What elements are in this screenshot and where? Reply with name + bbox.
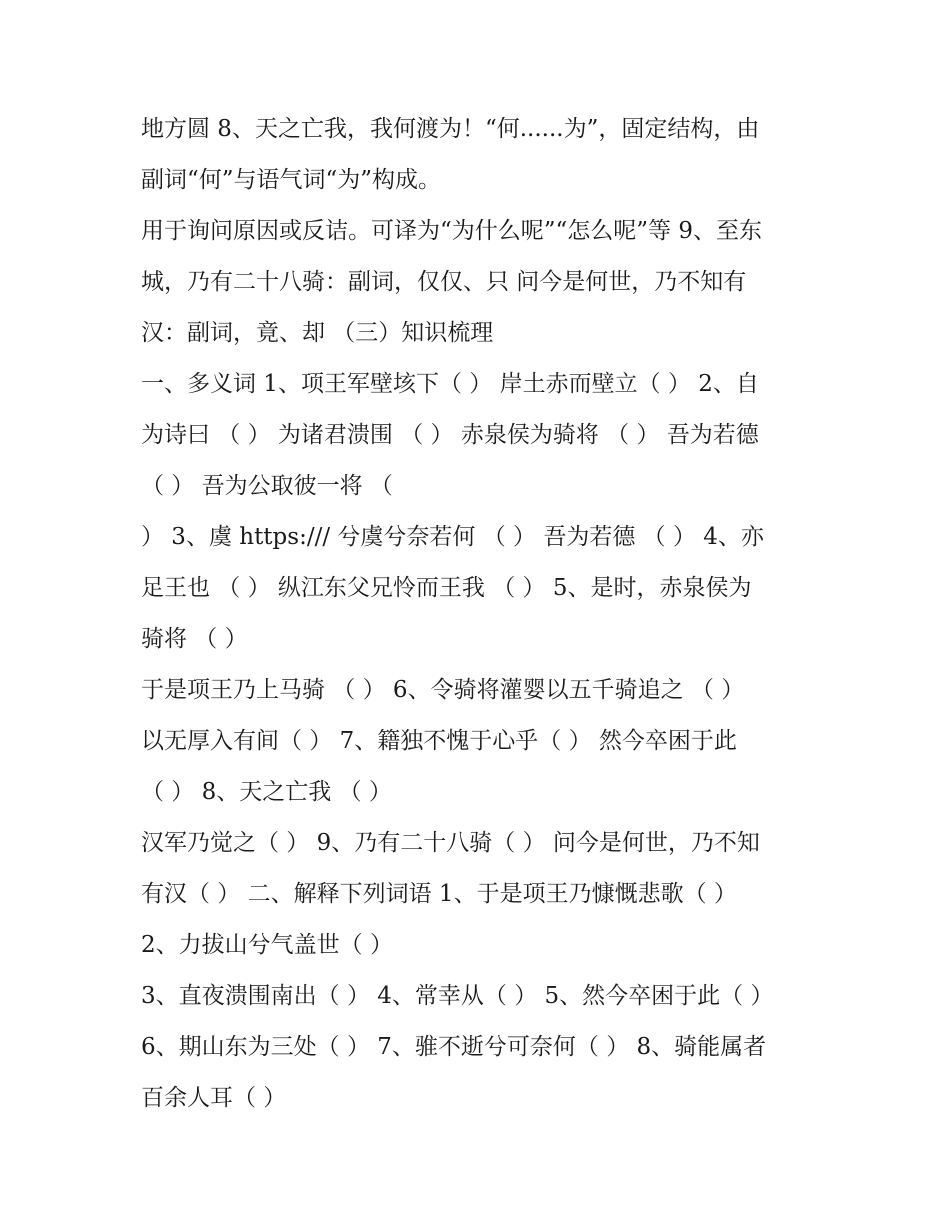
text-line: 汉：副词，竟、却 （三）知识梳理	[141, 320, 494, 346]
text-line: 副词“何”与语气词“为”构成。	[141, 167, 442, 193]
document-body	[141, 104, 813, 1124]
text-line: 骑将 （ ）	[141, 626, 248, 652]
text-line: 以无厚入有间（ ） 7、籍独不愧于心乎（ ） 然今卒困于此	[141, 728, 737, 754]
text-line: 汉军乃觉之（ ） 9、乃有二十八骑（ ） 问今是何世，乃不知	[141, 830, 760, 856]
text-line: 6、期山东为三处（ ） 7、骓不逝兮可奈何（ ） 8、骑能属者	[141, 1034, 767, 1060]
text-line: 一、多义词 1、项王军壁垓下（ ） 岸土赤而壁立（ ） 2、自	[141, 371, 759, 397]
text-line: 为诗曰 （ ） 为诸君溃围 （ ） 赤泉侯为骑将 （ ） 吾为若德	[141, 422, 759, 448]
text-line: 百余人耳（ ）	[141, 1085, 287, 1111]
text-line: 于是项王乃上马骑 （ ） 6、令骑将灌婴以五千骑追之 （ ）	[141, 677, 745, 703]
text-line: 地方圆 8、天之亡我，我何渡为！“何......为”，固定结构，由	[141, 116, 760, 142]
text-line: 有汉（ ） 二、解释下列词语 1、于是项王乃慷慨悲歌（ ）	[141, 881, 737, 907]
text-line: 3、直夜溃围南出（ ） 4、常幸从（ ） 5、然今卒困于此（ ）	[141, 983, 774, 1009]
text-line: 城，乃有二十八骑：副词，仅仅、只 问今是何世，乃不知有	[141, 269, 747, 295]
text-line: （ ） 8、天之亡我 （ ）	[141, 779, 392, 805]
text-line: 2、力拔山兮气盖世（ ）	[141, 932, 393, 958]
text-line: 用于询问原因或反诘。可译为“为什么呢”“怎么呢”等 9、至东	[141, 218, 762, 244]
text-line: 足王也 （ ） 纵江东父兄怜而王我 （ ） 5、是时，赤泉侯为	[141, 575, 752, 601]
text-line: ） 3、虞 https:/// 兮虞兮奈若何 （ ） 吾为若德 （ ） 4、亦	[141, 524, 764, 550]
text-line: （ ） 吾为公取彼一将 （	[141, 473, 393, 499]
